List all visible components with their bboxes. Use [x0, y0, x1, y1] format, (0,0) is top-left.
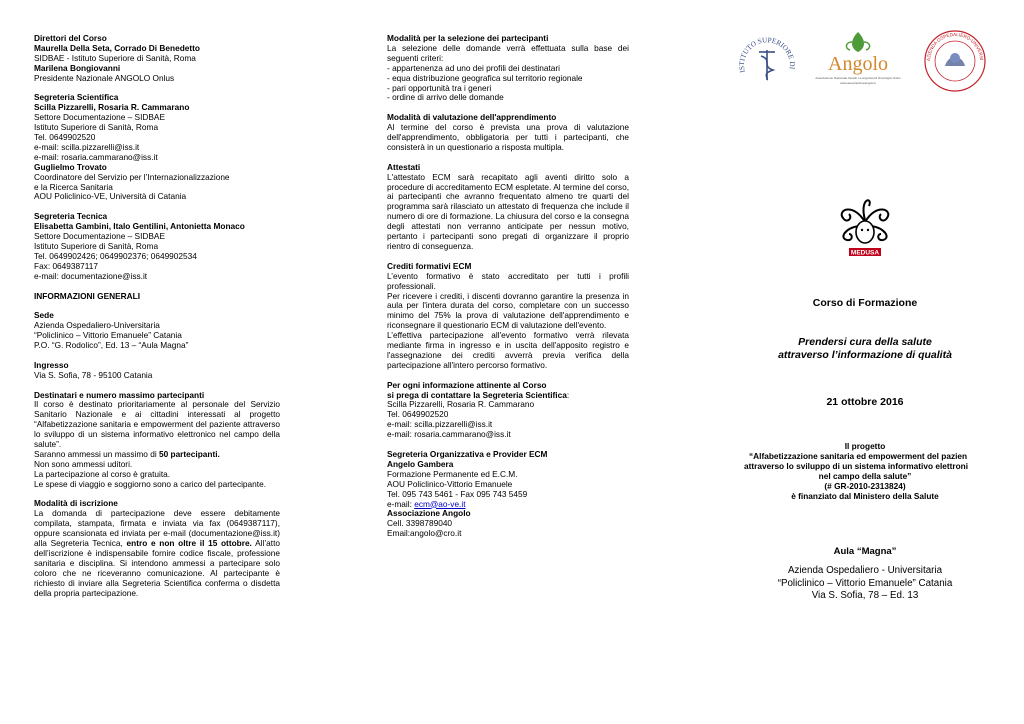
- association-heading: Associazione Angolo: [387, 508, 471, 519]
- project-line: “Alfabetizzazione sanitaria ed empowerment del pazien: [749, 451, 968, 461]
- left-column: [34, 34, 280, 599]
- cover-panel: [715, 0, 1015, 724]
- medusa-logo: [823, 192, 907, 262]
- venue-address-line: Azienda Ospedaliero - Universitaria: [787, 565, 943, 576]
- scientific-secretariat-heading: Segreteria Scientifica: [34, 92, 119, 103]
- angolo-logo-name: Angolo: [828, 53, 888, 75]
- scientific-secretariat-names: Scilla Pizzarelli, Rosaria R. Cammarano: [34, 102, 190, 113]
- expenses-note: Le spese di viaggio e soggiorno sono a carico del partecipante.: [34, 478, 267, 489]
- organizing-secretariat-heading: Segreteria Organizzativa e Provider ECM: [387, 448, 548, 459]
- info-contact-heading-text: si prega di contattare la Segreteria Scientifica: [387, 389, 567, 400]
- president-affiliation: Presidente Nazionale ANGOLO Onlus: [34, 72, 175, 83]
- contact-line: Coordinatore del Servizio per l’Internazionalizzazione: [34, 171, 230, 182]
- venue-line: P.O. “G. Rodolico”, Ed. 13 – “Aula Magna”: [34, 340, 189, 351]
- course-title-line2: attraverso l’informazione di qualità: [778, 349, 952, 361]
- no-auditors: Non sono ammessi uditori.: [34, 458, 133, 469]
- president-name: Marilena Bongiovanni: [34, 62, 121, 73]
- contact-line: AOU Policlinico-VE, Università di Catania: [34, 191, 187, 202]
- evaluation-heading: Modalità di valutazione dell'apprendimento: [387, 112, 557, 123]
- contact-line: e-mail: scilla.pizzarelli@iss.it: [34, 141, 140, 152]
- project-funding: è finanziato dal Ministero della Salute: [791, 491, 939, 501]
- technical-secretariat-heading: Segreteria Tecnica: [34, 211, 108, 222]
- max-participants-text: Saranno ammessi un massimo di: [34, 448, 159, 459]
- directors-affiliation: SIDBAE - Istituto Superiore di Sanità, Roma: [34, 52, 196, 63]
- ecm-paragraph: Per ricevere i crediti, i discenti dovranno garantire la presenza in aula per l'intera durata del corso, completare con un successo minimo del 75% la prova di valutazione dell'apprendimento e riconsegnare il questionario ECM di valutazione dell'evento.: [387, 290, 629, 331]
- angolo-logo-url: www.associazioneangolo.it: [840, 81, 876, 85]
- venue-line: “Policlinico – Vittorio Emanuele” Catania: [34, 330, 182, 341]
- contact-line: e-mail: documentazione@iss.it: [34, 270, 148, 281]
- contact-line: Cell. 3398789040: [387, 518, 453, 529]
- contact-line: Tel. 0649902520: [34, 132, 96, 143]
- contact-line: AOU Policlinico-Vittorio Emanuele: [387, 478, 513, 489]
- registration-deadline: entro e non oltre il 15 ottobre.: [126, 538, 252, 549]
- contact-line: Fax: 0649387117: [34, 260, 98, 271]
- angolo-logo: [812, 28, 904, 92]
- certificates-paragraph: L'attestato ECM sarà recapitato agli aventi diritto solo a procedure di accreditamento ECM espletate. Al termine del corso, ai partecipanti che avranno frequentato almeno tre quarti del programma sarà rilasciato un attestato di frequenza che include il numero di ore di formazione. La chiusura del corso e la consegna degli attestati non verranno anticipate per nessun motivo, pertanto i partecipanti sono pregati di organizzare il proprio rientro di conseguenza.: [387, 171, 629, 251]
- ecm-paragraph: L’effettiva partecipazione all'evento formativo verrà rilevata mediante firma in ingresso e in uscita dell'apposito registro e l'assegnazione dei crediti avverrà previa verifica della partecipazione all'intero percorso formativo.: [387, 330, 629, 370]
- directors-heading: Direttori del Corso: [34, 33, 107, 43]
- contact-line: e la Ricerca Sanitaria: [34, 181, 113, 192]
- medusa-logo-text: MEDUSA: [850, 249, 880, 257]
- contact-line: Scilla Pizzarelli, Rosaria R. Cammarano: [387, 399, 535, 410]
- email-label: e-mail:: [387, 498, 415, 509]
- recipients-heading: Destinatari e numero massimo partecipanti: [34, 389, 205, 400]
- iss-logo-text: ISTITUTO SUPERIORE DI: [737, 36, 797, 74]
- project-line: nel campo della salute”: [818, 471, 912, 481]
- ecm-credits-heading: Crediti formativi ECM: [387, 260, 472, 271]
- venue-heading: Sede: [34, 310, 54, 321]
- venue-title: Aula “Magna”: [833, 546, 897, 557]
- course-date: 21 ottobre 2016: [826, 396, 904, 408]
- technical-secretariat-names: Elisabetta Gambini, Italo Gentilini, Antonietta Monaco: [34, 221, 245, 232]
- venue-line: Azienda Ospedaliero-Universitaria: [34, 320, 160, 331]
- course-title-line1: Prendersi cura della salute: [798, 336, 932, 348]
- registration-heading: Modalità di iscrizione: [34, 498, 118, 509]
- selection-paragraph: La selezione delle domande verrà effettuata sulla base dei seguenti criteri:: [387, 42, 629, 63]
- contact-line: Email:angolo@cro.it: [387, 528, 462, 539]
- middle-column: [387, 34, 629, 539]
- contact-line: Tel. 0649902520: [387, 409, 449, 420]
- project-code: (# GR-2010-2313824): [824, 481, 906, 491]
- venue-address: [715, 565, 1015, 603]
- contact-line: Tel. 095 743 5461 - Fax 095 743 5459: [387, 488, 528, 499]
- contact-line: e-mail: rosaria.cammarano@iss.it: [387, 429, 511, 440]
- course-title: [715, 336, 1015, 362]
- directors-names: Maurella Della Seta, Corrado Di Benedetto: [34, 42, 200, 53]
- recipients-paragraph: Il corso è destinato prioritariamente al personale del Servizio Sanitario Nazionale e ai cittadini interessati al progetto “Alfabetizzazione sanitaria e empowerment del paziente attraverso lo sviluppo di un sistema informativo elettronico nel campo della salute”.: [34, 399, 280, 450]
- coordinator-name: Guglielmo Trovato: [34, 161, 107, 172]
- contact-line: Istituto Superiore di Sanità, Roma: [34, 241, 159, 251]
- free-participation: La partecipazione al corso è gratuita.: [34, 468, 171, 479]
- contact-line: Tel. 0649902426; 0649902376; 0649902534: [34, 250, 197, 261]
- info-colon: :: [566, 389, 570, 400]
- angolo-logo-subtitle: Associazione Nazionale Guariti o Lungoviventi Oncologici Onlus: [815, 76, 901, 80]
- contact-line: Istituto Superiore di Sanità, Roma: [34, 122, 159, 133]
- contact-line: Settore Documentazione – SIDBAE: [34, 112, 165, 123]
- entrance-address: Via S. Sofia, 78 - 95100 Catania: [34, 369, 153, 380]
- registration-paragraph: [34, 509, 280, 598]
- course-type: Corso di Formazione: [812, 297, 918, 309]
- project-line: Il progetto: [844, 441, 886, 451]
- selection-criterion: - pari opportunità tra i generi: [387, 82, 492, 93]
- evaluation-paragraph: Al termine del corso è prevista una prova di valutazione dell'apprendimento, obbligatoria per tutti i partecipanti, che consisterà in un questionario a risposta multipla.: [387, 122, 629, 152]
- project-info: [715, 441, 1015, 501]
- venue-address-line: Via S. Sofia, 78 – Ed. 13: [811, 590, 919, 601]
- max-participants-number: 50 partecipanti.: [158, 448, 220, 459]
- contact-line: Settore Documentazione – SIDBAE: [34, 231, 165, 242]
- iss-logo: [735, 30, 799, 94]
- general-info-heading: INFORMAZIONI GENERALI: [34, 290, 141, 301]
- info-contact-heading: Per ogni informazione attinente al Corso: [387, 379, 547, 390]
- selection-criterion: - ordine di arrivo delle domande: [387, 92, 504, 103]
- hospital-logo-text: AZIENDA OSPEDALIERO-UNIVERSI: [925, 31, 984, 62]
- ecm-paragraph: L’evento formativo è stato accreditato per tutti i profili professionali.: [387, 270, 629, 291]
- selection-criterion: - equa distribuzione geografica sul territorio regionale: [387, 72, 583, 83]
- contact-line: Formazione Permanente ed E.C.M.: [387, 468, 518, 479]
- contact-line: e-mail: rosaria.cammarano@iss.it: [34, 151, 158, 162]
- contact-line: e-mail: scilla.pizzarelli@iss.it: [387, 419, 493, 430]
- organizer-name: Angelo Gambera: [387, 458, 454, 469]
- selection-heading: Modalità per la selezione dei partecipanti: [387, 33, 549, 43]
- venue-address-line: “Policlinico – Vittorio Emanuele” Catania: [777, 577, 953, 589]
- hospital-logo: [922, 28, 988, 94]
- entrance-heading: Ingresso: [34, 359, 69, 370]
- registration-text-rest: All’atto dell’iscrizione è indispensabile fornire codice fiscale, professione sanitaria e disciplina. Si intendono ammessi a partecipare solo coloro che ne riceveranno comunicazione. Al partecipante è richiesto di inviare alla Segreteria Scientifica conferma o disdetta della propria partecipazione.: [34, 538, 280, 598]
- project-line: attraverso lo sviluppo di un sistema informativo elettroni: [744, 461, 969, 471]
- registration-text: La domanda di partecipazione deve essere debitamente compilata, stampata, firmata e inviata via fax (0649387117), oppure scansionata ed inviata per e-mail (documentazione@iss.it) alla Segreteria Tecnica,: [34, 508, 280, 549]
- certificates-heading: Attestati: [387, 161, 421, 172]
- selection-criterion: - appartenenza ad uno dei profili dei destinatari: [387, 62, 560, 73]
- ecm-email-link[interactable]: ecm@ao-ve.it: [414, 498, 466, 509]
